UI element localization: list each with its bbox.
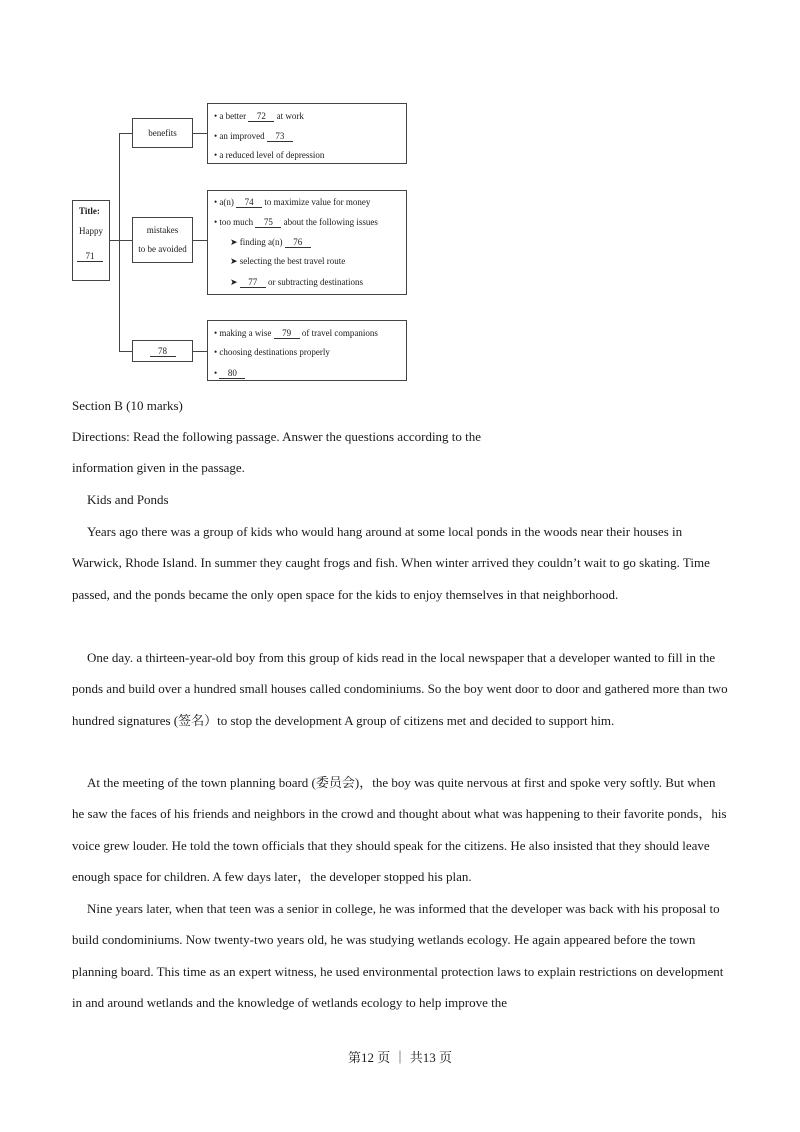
third-item: • making a wise 79 of travel companions — [214, 328, 378, 338]
mistakes-label-line1: mistakes — [146, 225, 179, 235]
mistakes-node — [132, 217, 193, 263]
blank-73: 73 — [267, 131, 293, 142]
mistake-item: • a(n) 74 to maximize value for money — [214, 197, 371, 207]
benefits-node — [132, 118, 193, 148]
section-heading: Section B (10 marks) — [72, 398, 183, 413]
blank-76: 76 — [285, 237, 311, 248]
connector — [193, 240, 207, 241]
third-detail — [207, 320, 407, 381]
connector — [193, 351, 207, 352]
mistake-subitem: ➤ 77 or subtracting destinations — [230, 277, 364, 287]
blank-78: 78 — [150, 346, 176, 357]
blank-77: 77 — [240, 277, 266, 288]
directions: Directions: Read the following passage. Answer the questions according to the information given in the passage. — [72, 429, 482, 476]
mistake-subitem: ➤ finding a(n) 76 — [230, 237, 311, 248]
blank-79: 79 — [274, 328, 300, 339]
third-node — [132, 340, 193, 362]
title-label: Title: — [79, 206, 100, 216]
connector — [119, 133, 132, 134]
paragraph-2: One day. a thirteen-year-old boy from this group of kids read in the local newspaper that a developer wanted to fill in the ponds and build over a hundred small houses called condominiums. So the boy went door to door and gathered more than two hundred signatures (签名）to stop the development A group of citizens met and decided to support him. — [72, 650, 728, 728]
blank-75: 75 — [255, 217, 281, 228]
title-word: Happy — [79, 226, 103, 236]
connector — [119, 240, 132, 241]
blank-71: 71 — [77, 251, 103, 262]
paragraph-3: At the meeting of the town planning board (委员会)，the boy was quite nervous at first and spoke very softly. But when he saw the faces of his friends and neighbors in the crowd and thought about what was happening to their favorite ponds，his voice grew louder. He told the town officials that they should speak for the citizens. He also insisted that they should leave enough space for children. A few days later，the developer stopped his plan. — [72, 775, 727, 884]
paragraph-1: Years ago there was a group of kids who would hang around at some local ponds in the woods near their houses in Warwick, Rhode Island. In summer they caught frogs and fish. When winter arrived they couldn’t wait to go skating. Time passed, and the ponds became the only open space for the kids to enjoy themselves in that neighborhood. — [72, 524, 710, 602]
mistake-subitem: ➤ selecting the best travel route — [230, 256, 346, 266]
title-node — [72, 200, 110, 281]
blank-80: 80 — [219, 368, 245, 379]
connector — [110, 240, 119, 241]
third-item: • 80 — [214, 368, 245, 379]
blank-74: 74 — [236, 197, 262, 208]
benefits-label: benefits — [148, 128, 177, 138]
passage-title: Kids and Ponds — [87, 492, 169, 507]
connector — [119, 133, 120, 351]
benefits-detail — [207, 103, 407, 164]
connector — [119, 351, 132, 352]
benefit-item: • a reduced level of depression — [214, 150, 325, 160]
benefit-item: • a better 72 at work — [214, 111, 304, 121]
paragraph-4: Nine years later, when that teen was a senior in college, he was informed that the developer was back with his proposal to build condominiums. Now twenty-two years old, he was studying wetlands ecology. He again appeared before the town planning board. This time as an expert witness, he used environmental protection laws to explain restrictions on development in and around wetlands and the knowledge of wetlands ecology to help improve the — [72, 901, 724, 1010]
connector — [193, 133, 207, 134]
blank-72: 72 — [248, 111, 274, 122]
benefit-item: • an improved 73 — [214, 131, 293, 142]
mistakes-detail — [207, 190, 407, 295]
third-item: • choosing destinations properly — [214, 347, 330, 357]
page-footer: 第12 页 ｜ 共13 页 — [347, 1050, 452, 1065]
mistake-item: • too much 75 about the following issues — [214, 217, 378, 227]
mistakes-label-line2: to be avoided — [138, 244, 187, 254]
